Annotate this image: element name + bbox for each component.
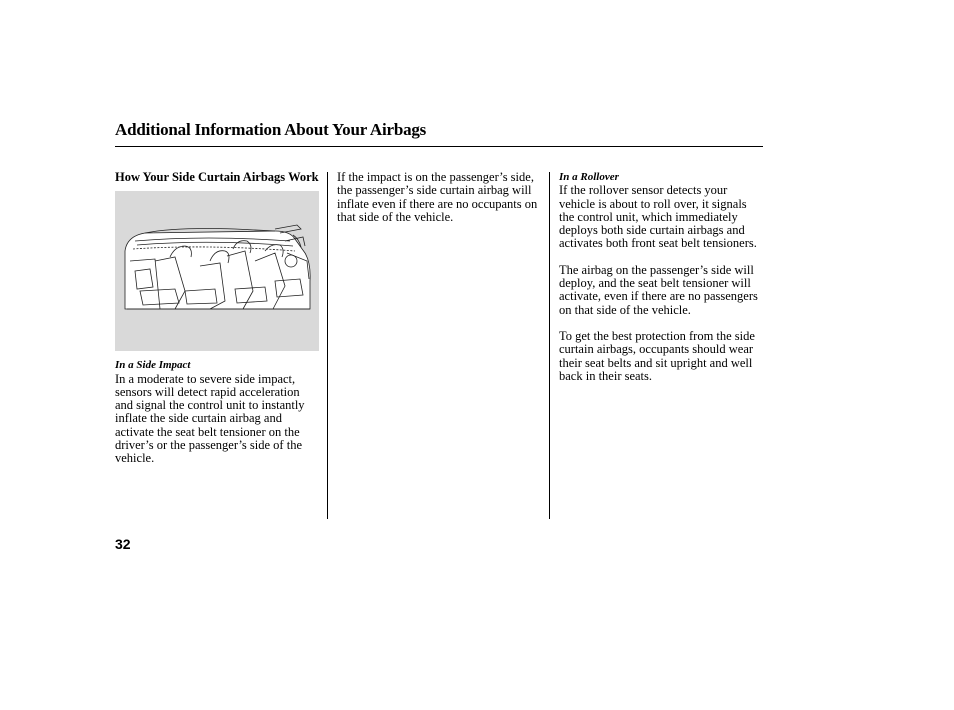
passenger-deploy-text: The airbag on the passenger’s side will deploy, and the seat belt tensioner will activate, even if there are no passengers on that side of the vehicle. <box>559 262 758 317</box>
rollover-heading: In a Rollover <box>559 171 619 183</box>
best-protection-text: To get the best protection from the side curtain airbags, occupants should wear their seat belts and sit upright and well back in their seats. <box>559 328 755 383</box>
column-2 <box>337 171 545 224</box>
side-impact-text: In a moderate to severe side impact, sensors will detect rapid acceleration and signal the control unit to instantly inflate the side curtain airbag and activate the seat belt tensioner on the driver’s or the passenger’s side of the vehicle. <box>115 371 305 466</box>
car-interior-airbag-figure <box>115 191 319 351</box>
column-divider-2 <box>549 172 550 519</box>
column-3 <box>559 171 765 383</box>
page-title: Additional Information About Your Airbags <box>115 120 427 139</box>
column-divider-1 <box>327 172 328 519</box>
rollover-text: If the rollover sensor detects your vehicle is about to roll over, it signals the control unit, which immediately deploys both side curtain airbags and activates both front seat belt tensioners. <box>559 183 757 251</box>
section-heading: How Your Side Curtain Airbags Work <box>115 170 319 184</box>
car-interior-illustration-icon <box>115 191 319 351</box>
column-1 <box>115 171 320 466</box>
page-number: 32 <box>115 536 131 552</box>
side-impact-heading: In a Side Impact <box>115 359 191 372</box>
passenger-side-impact-text: If the impact is on the passenger’s side, the passenger’s side curtain airbag will inflate even if there are no occupants on that side of the vehicle. <box>337 170 538 224</box>
title-divider <box>115 146 763 147</box>
